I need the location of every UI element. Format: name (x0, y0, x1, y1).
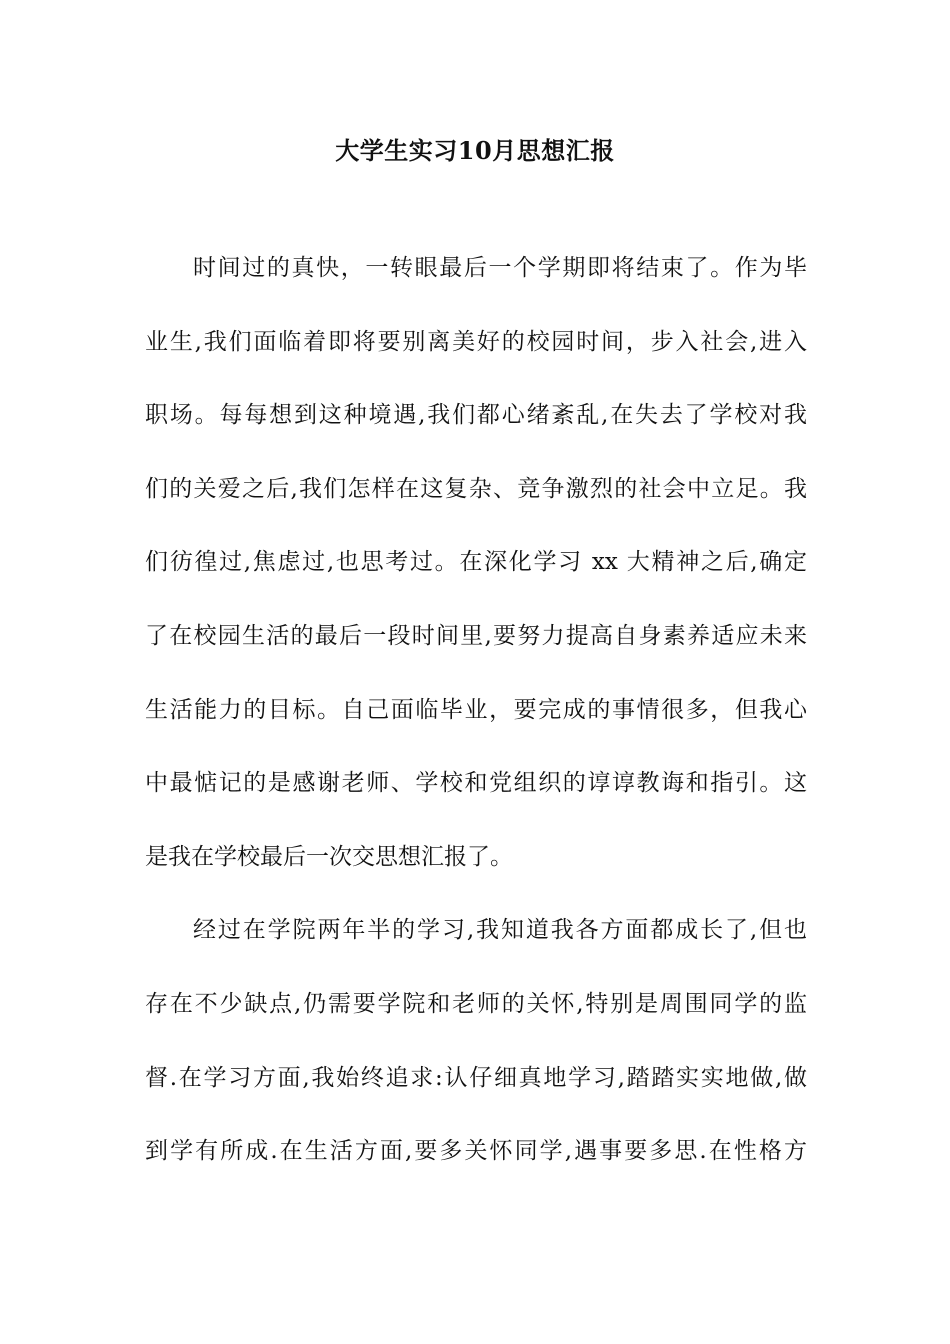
text-line: 生活能力的目标。自己面临毕业，要完成的事情很多，但我心 (145, 696, 807, 723)
paragraph-2 (145, 914, 807, 1208)
text-line: 业生,我们面临着即将要别离美好的校园时间，步入社会,进入 (145, 328, 807, 355)
paragraph-1 (145, 252, 807, 914)
text-line: 们彷徨过,焦虑过,也思考过。在深化学习 xx 大精神之后,确定 (145, 549, 807, 576)
text-line: 存在不少缺点,仍需要学院和老师的关怀,特别是周围同学的监 (145, 990, 807, 1017)
text-line: 经过在学院两年半的学习,我知道我各方面都成长了,但也 (193, 917, 807, 944)
text-line: 到学有所成.在生活方面,要多关怀同学,遇事要多思.在性格方 (145, 1138, 807, 1165)
document-title: 大学生实习10月思想汇报 (335, 136, 615, 165)
text-line: 是我在学校最后一次交思想汇报了。 (145, 843, 513, 870)
document-body (145, 252, 807, 1209)
text-line: 们的关爱之后,我们怎样在这复杂、竞争激烈的社会中立足。我 (145, 475, 807, 502)
text-line: 督.在学习方面,我始终追求:认仔细真地学习,踏踏实实地做,做 (145, 1064, 807, 1091)
text-line: 中最惦记的是感谢老师、学校和党组织的谆谆教诲和指引。这 (145, 770, 807, 797)
text-line: 了在校园生活的最后一段时间里,要努力提高自身素养适应未来 (145, 622, 807, 649)
text-line: 职场。每每想到这种境遇,我们都心绪紊乱,在失去了学校对我 (145, 402, 807, 429)
text-line: 时间过的真快，一转眼最后一个学期即将结束了。作为毕 (193, 255, 807, 281)
